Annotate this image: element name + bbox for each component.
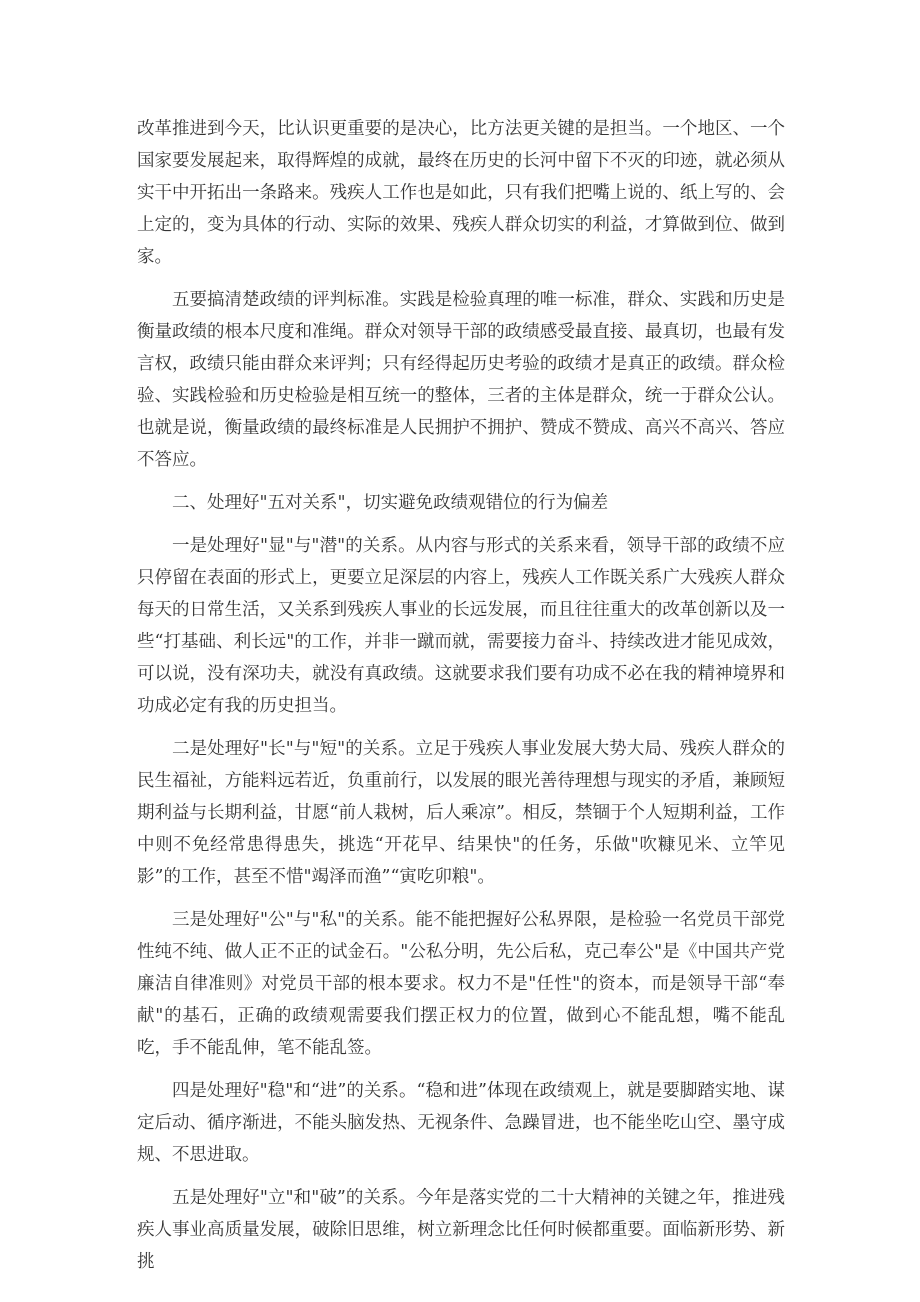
paragraph-evaluation-standard: 五要搞清楚政绩的评判标准。实践是检验真理的唯一标准，群众、实践和历史是衡量政绩的根本尺度和准绳。群众对领导干部的政绩感受最直接、最真切，也最有发言权，政绩只能由群众来评判；只有经得起历史考验的政绩才是真正的政绩。群众检验、实践检验和历史检验是相互统一的整体，三者的主体是群众，统一于群众公认。也就是说，衡量政绩的最终标准是人民拥护不拥护、赞成不赞成、高兴不高兴、答应不答应。 (137, 290, 785, 470)
paragraph-relation-1: 一是处理好"显"与"潜"的关系。从内容与形式的关系来看，领导干部的政绩不应只停留在表面的形式上，更要立足深层的内容上，残疾人工作既关系广大残疾人群众每天的日常生活，又关系到残疾人事业的长远发展，而且往往重大的改革创新以及一些“打基础、利长远"的工作，并非一蹴而就，需要接力奋斗、持续改进才能见成效，可以说，没有深功夫，就没有真政绩。这就要求我们要有功成不必在我的精神境界和功成必定有我的历史担当。 (137, 536, 785, 716)
section-heading-five-relations: 二、处理好"五对关系"，切实避免政绩观错位的行为偏差 (172, 493, 609, 513)
paragraph-relation-3: 三是处理好"公"与"私"的关系。能不能把握好公私界限，是检验一名党员干部党性纯不纯、做人正不正的试金石。"公私分明，先公后私，克己奉公"是《中国共产党廉洁自律准则》对党员干部的根本要求。权力不是"任性"的资本，而是领导干部“奉献"的基石，正确的政绩观需要我们摆正权力的位置，做到心不能乱想，嘴不能乱吃，手不能乱伸，笔不能乱签。 (137, 910, 785, 1058)
paragraph-continuation: 改革推进到今天，比认识更重要的是决心，比方法更关键的是担当。一个地区、一个国家要发展起来，取得辉煌的成就，最终在历史的长河中留下不灭的印迹，就必须从实干中开拓出一条路来。残疾人工作也是如此，只有我们把嘴上说的、纸上写的、会上定的，变为具体的行动、实际的效果、残疾人群众切实的利益，才算做到位、做到家。 (137, 119, 785, 267)
paragraph-relation-5: 五是处理好"立"和"破”的关系。今年是落实党的二十大精神的关键之年，推进残疾人事业高质量发展，破除旧思维，树立新理念比任何时候都重要。面临新形势、新挑 (137, 1188, 785, 1272)
paragraph-relation-4: 四是处理好"稳"和“进”的关系。“稳和进”体现在政绩观上，就是要脚踏实地、谋定后动、循序渐进，不能头脑发热、无视条件、急躁冒进，也不能坐吃山空、墨守成规、不思进取。 (137, 1081, 785, 1165)
document-body (137, 113, 785, 1289)
paragraph-relation-2: 二是处理好"长"与"短"的关系。立足于残疾人事业发展大势大局、残疾人群众的民生福祉，方能料远若近，负重前行，以发展的眼光善待理想与现实的矛盾，兼顾短期利益与长期利益，甘愿“前人栽树，后人乘凉”。相反，禁锢于个人短期利益，工作中则不免经常患得患失，挑选“开花早、结果快"的任务，乐做"吹糠见米、立竿见影”的工作，甚至不惜"竭泽而渔”“寅吃卯粮"。 (137, 739, 785, 887)
